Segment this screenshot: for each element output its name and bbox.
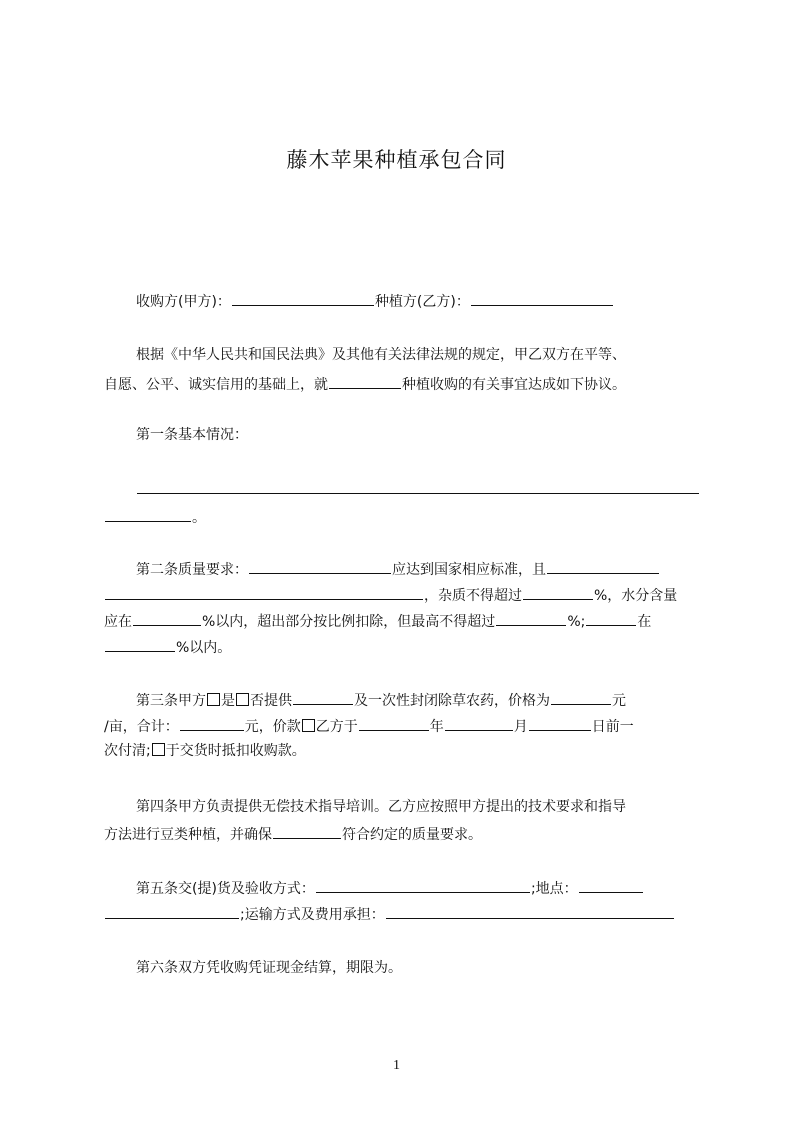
standard-blank: [547, 558, 659, 574]
day-blank: [529, 715, 591, 731]
article2-text-3: ，杂质不得超过: [424, 588, 522, 604]
article5-text-1: 第五条交(提)货及验收方式：: [136, 881, 315, 897]
article5-line-2: [104, 903, 704, 925]
transport-blank: [386, 903, 674, 919]
intro-line-1: [136, 345, 704, 365]
month-blank: [445, 715, 513, 731]
article2-line-1: [136, 558, 704, 580]
article3-text-6: /亩，合计：: [104, 719, 179, 735]
page-number: 1: [393, 1058, 400, 1073]
article2-text-8: 在: [637, 614, 652, 630]
article3-text-9: 年: [429, 719, 444, 735]
article3-text-13: 于交货时抵扣收购款。: [165, 743, 306, 759]
article3-text-4: 及一次性封闭除草农药，价格为: [354, 693, 550, 709]
article4-text-3: 符合约定的质量要求。: [342, 827, 482, 843]
grower-label: 种植方(乙方)：: [374, 294, 470, 310]
article5-text-3: ;运输方式及费用承担：: [240, 907, 385, 923]
article1-blank-2: [105, 506, 191, 522]
article3-line-2: [104, 715, 704, 737]
article3-line-3: [104, 741, 704, 761]
crop-blank: [329, 373, 401, 389]
article2-line-3: [104, 610, 704, 632]
article4-line-1: [136, 797, 704, 817]
article3-text-5: 元: [612, 693, 626, 709]
article3-text-3: 否提供: [250, 693, 292, 709]
parties-line: [136, 290, 704, 312]
article6-text: 第六条双方凭收购凭证现金结算，期限为。: [136, 960, 402, 976]
article3-line-1: [136, 689, 704, 711]
location-blank: [579, 877, 643, 893]
delivery-method-blank: [316, 877, 530, 893]
article2-text-1: 第二条质量要求：: [136, 562, 248, 578]
moisture-blank: [133, 610, 201, 626]
product-blank: [273, 823, 341, 839]
article4-text-1: 第四条甲方负责提供无偿技术指导培训。乙方应按照甲方提出的技术要求和指导: [136, 799, 626, 815]
grower-blank: [471, 290, 613, 306]
article3-text-1: 第三条甲方: [136, 693, 206, 709]
standard-blank-cont: [105, 584, 423, 600]
total-blank: [180, 715, 244, 731]
article3-text-8: 乙方于: [315, 719, 358, 735]
offset-checkbox[interactable]: [152, 743, 165, 756]
intro-line-2: [104, 373, 704, 395]
article1-line-1: [136, 478, 704, 500]
article2-line-4: [104, 636, 704, 658]
article1-heading: [136, 425, 704, 445]
other-percent-blank: [105, 636, 175, 652]
article5-line-1: [136, 877, 704, 899]
article3-text-12: 次付清;: [104, 743, 151, 759]
intro-text-1: 根据《中华人民共和国民法典》及其他有关法律法规的规定，甲乙双方在平等、: [136, 347, 626, 363]
other-blank: [586, 610, 636, 626]
article2-text-9: %以内。: [176, 640, 232, 656]
intro-text-3: 种植收购的有关事宜达成如下协议。: [402, 377, 626, 393]
year-blank: [359, 715, 429, 731]
payment-checkbox[interactable]: [302, 719, 315, 732]
article4-line-2: [104, 823, 704, 845]
seed-blank: [293, 689, 353, 705]
article4-text-2: 方法进行豆类种植，并确保: [104, 827, 272, 843]
article2-text-6: %以内，超出部分按比例扣除，但最高不得超过: [202, 614, 496, 630]
article2-text-2: 应达到国家相应标准，且: [392, 562, 546, 578]
article3-text-2: 是: [221, 693, 235, 709]
article2-text-5: 应在: [104, 614, 132, 630]
impurity-blank: [523, 584, 593, 600]
no-checkbox[interactable]: [236, 693, 249, 706]
location-blank-cont: [105, 903, 239, 919]
article3-text-7: 元，价款: [244, 719, 301, 735]
article2-text-4: %，水分含量: [594, 588, 678, 604]
buyer-label: 收购方(甲方)：: [136, 294, 231, 310]
article2-line-2: [104, 584, 704, 606]
buyer-blank: [232, 290, 374, 306]
article2-text-7: %;: [567, 614, 586, 630]
article3-text-11: 日前一: [591, 719, 634, 735]
article1-end: 。: [192, 510, 206, 526]
price-blank: [551, 689, 611, 705]
intro-text-2: 自愿、公平、诚实信用的基础上，就: [104, 377, 328, 393]
quality-blank: [249, 558, 391, 574]
article6-line: [136, 958, 704, 978]
article1-line-2: [104, 506, 704, 528]
article1-heading-text: 第一条基本情况：: [136, 427, 248, 443]
article1-blank-1: [137, 478, 699, 494]
article5-text-2: ;地点：: [530, 881, 578, 897]
document-title: 藤木苹果种植承包合同: [286, 148, 507, 172]
article3-text-10: 月: [513, 719, 528, 735]
yes-checkbox[interactable]: [207, 693, 220, 706]
max-blank: [496, 610, 566, 626]
